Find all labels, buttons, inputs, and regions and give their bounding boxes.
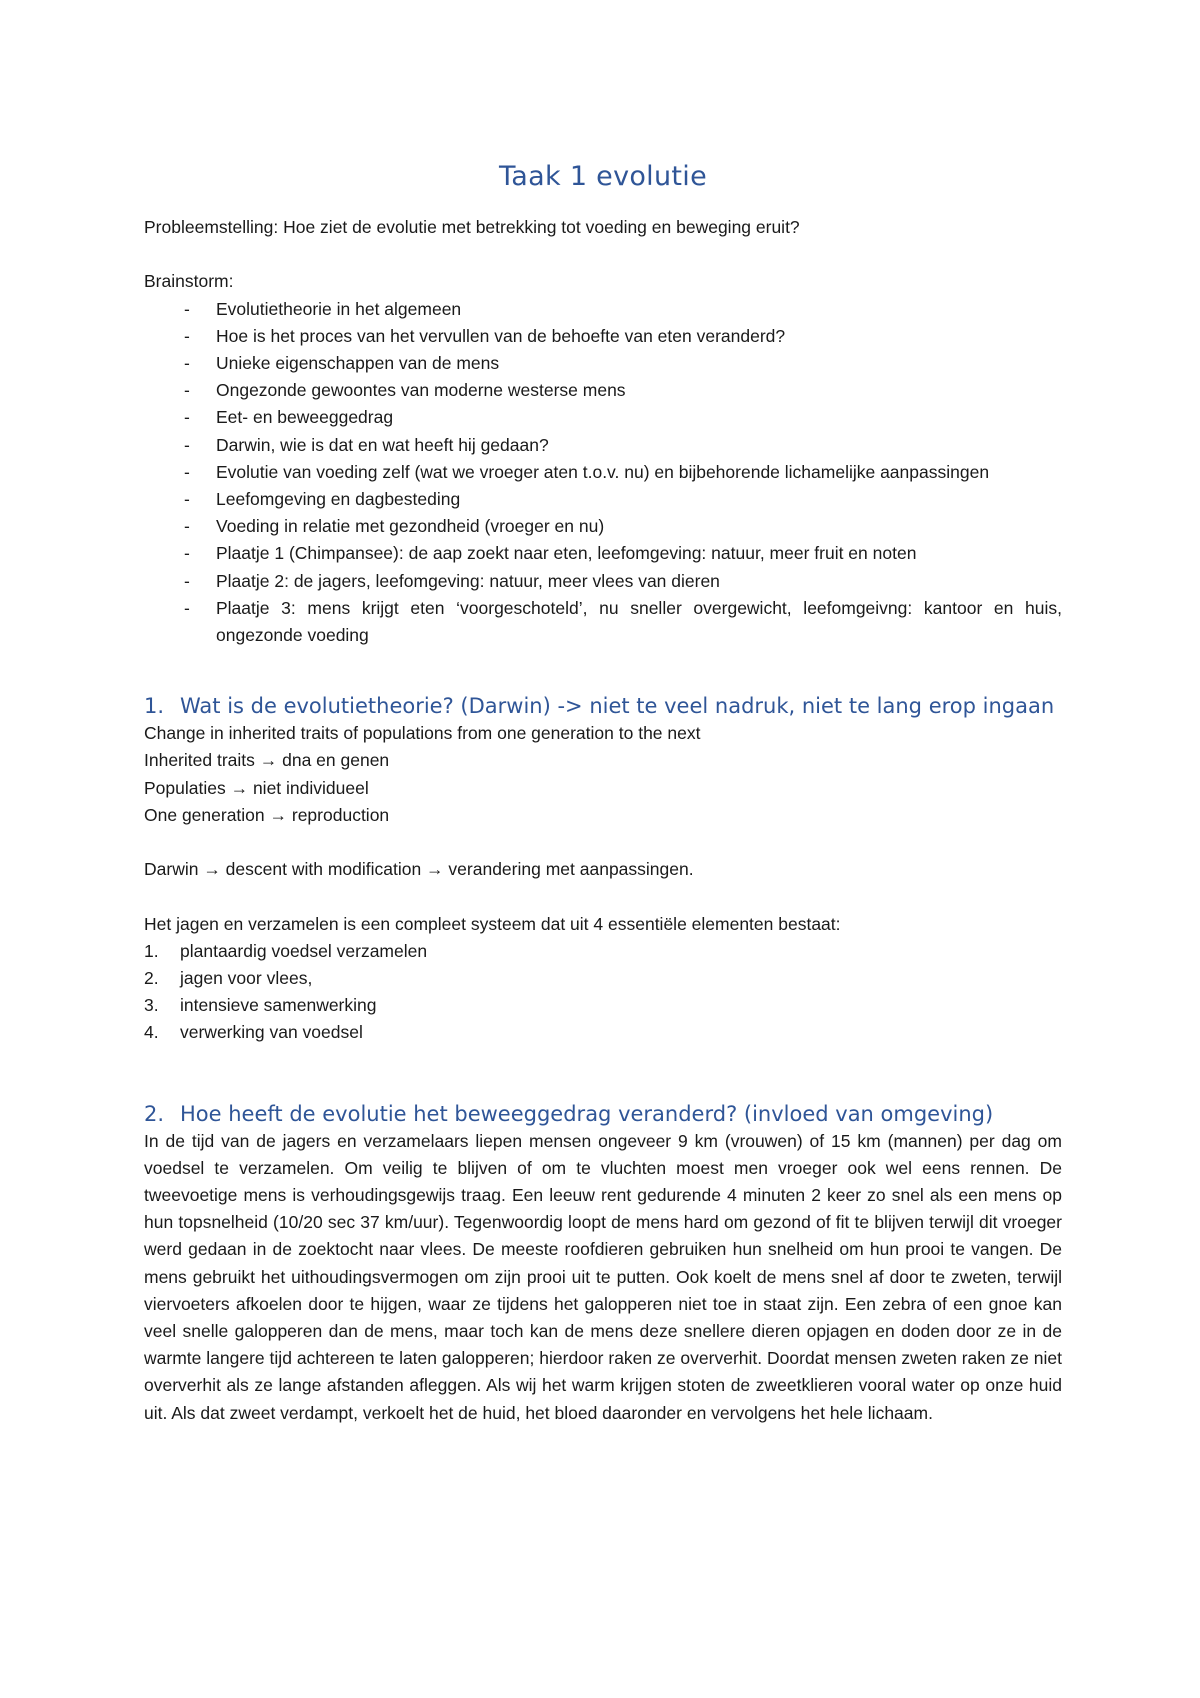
list-item xyxy=(144,377,1062,404)
list-item-text: verwerking van voedsel xyxy=(180,1022,363,1043)
list-number: 4. xyxy=(144,1022,159,1043)
elements-list xyxy=(144,938,1062,1047)
spacer xyxy=(144,241,1062,268)
list-number: 2. xyxy=(144,968,159,989)
dash-bullet: - xyxy=(184,570,190,591)
section-2-heading xyxy=(144,1101,1062,1128)
list-item xyxy=(144,540,1062,567)
list-item xyxy=(144,1019,1062,1046)
list-item-text: Plaatje 3: mens krijgt eten ‘voorgeschoteld’, nu sneller overgewicht, leefomgeivng: kantoor en huis, ongezonde voeding xyxy=(216,597,1062,646)
list-item-text: Evolutie van voeding zelf (wat we vroeger aten t.o.v. nu) en bijbehorende lichamelijke aanpassingen xyxy=(216,461,990,482)
section-1 xyxy=(144,693,1062,1046)
list-item-text: Eet- en beweeggedrag xyxy=(216,407,394,428)
heading-number: 2. xyxy=(144,1101,165,1126)
list-item xyxy=(144,486,1062,513)
definition-line: Change in inherited traits of populations from one generation to the next xyxy=(144,723,701,744)
list-item-text: Voeding in relatie met gezondheid (vroeger en nu) xyxy=(216,516,605,537)
elements-intro: Het jagen en verzamelen is een compleet systeem dat uit 4 essentiële elementen bestaat: xyxy=(144,913,841,934)
list-item-text: plantaardig voedsel verzamelen xyxy=(180,940,428,961)
list-item xyxy=(144,432,1062,459)
list-item xyxy=(144,513,1062,540)
list-item xyxy=(144,965,1062,992)
list-number: 1. xyxy=(144,940,159,961)
document-content xyxy=(144,160,1062,1427)
list-item-text: Hoe is het proces van het vervullen van de behoefte van eten veranderd? xyxy=(216,325,786,346)
dash-bullet: - xyxy=(184,434,190,455)
list-item-text: Evolutietheorie in het algemeen xyxy=(216,298,462,319)
dash-bullet: - xyxy=(184,353,190,373)
dash-bullet: - xyxy=(184,298,190,319)
dash-bullet: - xyxy=(184,489,190,510)
heading-number: 1. xyxy=(144,694,165,719)
brainstorm-list xyxy=(144,296,1062,650)
dash-bullet: - xyxy=(184,407,190,428)
list-item-text: Unieke eigenschappen van de mens xyxy=(216,353,500,373)
heading-text: Hoe heeft de evolutie het beweeggedrag veranderd? (invloed van omgeving) xyxy=(180,1101,994,1126)
list-item-text: Leefomgeving en dagbesteding xyxy=(216,489,461,510)
list-item xyxy=(144,350,1062,377)
dash-bullet: - xyxy=(184,543,190,564)
section-1-heading xyxy=(144,693,1062,720)
document-title: Taak 1 evolutie xyxy=(498,161,707,192)
list-item xyxy=(144,938,1062,965)
darwin-line: Darwin → descent with modification → verandering met aanpassingen. xyxy=(144,859,694,880)
list-item xyxy=(144,992,1062,1019)
definition-line: Populaties → niet individueel xyxy=(144,777,369,798)
dash-bullet: - xyxy=(184,380,190,401)
list-item-text: Plaatje 2: de jagers, leefomgeving: natuur, meer vlees van dieren xyxy=(216,570,720,591)
section-2 xyxy=(144,1101,1062,1427)
spacer xyxy=(144,829,1062,856)
list-item-text: intensieve samenwerking xyxy=(180,995,377,1016)
brainstorm-label: Brainstorm: xyxy=(144,271,234,292)
spacer xyxy=(144,883,1062,910)
dash-bullet: - xyxy=(184,325,190,346)
list-item-text: Ongezonde gewoontes van moderne westerse mens xyxy=(216,380,626,401)
list-number: 3. xyxy=(144,995,159,1016)
list-item xyxy=(144,323,1062,350)
dash-bullet: - xyxy=(184,516,190,537)
list-item-text: jagen voor vlees, xyxy=(180,968,313,989)
list-item xyxy=(144,568,1062,595)
definition-line: Inherited traits → dna en genen xyxy=(144,750,390,771)
list-item xyxy=(144,404,1062,431)
definition-line: One generation → reproduction xyxy=(144,804,390,825)
list-item xyxy=(144,595,1062,649)
list-item-text: Darwin, wie is dat en wat heeft hij gedaan? xyxy=(216,434,549,455)
list-item-text: Plaatje 1 (Chimpansee): de aap zoekt naar eten, leefomgeving: natuur, meer fruit en noten xyxy=(216,543,917,564)
heading-text: Wat is de evolutietheorie? (Darwin) -> niet te veel nadruk, niet te lang erop ingaan xyxy=(180,694,1055,719)
problem-statement: Probleemstelling: Hoe ziet de evolutie met betrekking tot voeding en beweging eruit? xyxy=(144,217,800,237)
dash-bullet: - xyxy=(184,597,190,618)
list-item xyxy=(144,296,1062,323)
list-item xyxy=(144,459,1062,486)
section-2-paragraph: In de tijd van de jagers en verzamelaars liepen mensen ongeveer 9 km (vrouwen) of 15 km (mannen) per dag om voedsel te verzamelen. Om veilig te blijven of om te vluchten moest men vroeger ook wel eens rennen. De tweevoetige mens is verhoudingsgewijs traag. Een leeuw rent gedurende 4 minuten 2 keer zo snel als een mens op hun topsnelheid (10/20 sec 37 km/uur). Tegenwoordig loopt de mens hard om gezond of fit te blijven terwijl dit vroeger werd gedaan in de zoektocht naar vlees. De meeste roofdieren gebruiken hun snelheid om hun prooi te vangen. De mens gebruikt het uithoudingsvermogen om zijn prooi uit te putten. Ook koelt de mens snel af door te zweten, terwijl viervoeters afkoelen door te hijgen, waar ze tijdens het galopperen niet toe in staat zijn. Een zebra of een gnoe kan veel snelle galopperen dan de mens, maar toch kan de mens deze snellere dieren opjagen en doden door ze in de warmte langere tijd achtereen te laten galopperen; hierdoor raken ze oververhit. Doordat mensen zweten raken ze niet oververhit als ze lange afstanden afleggen. Als wij het warm krijgen stoten de zweetklieren vooral water op onze huid uit. Als dat zweet verdampt, verkoelt het de huid, het bloed daaronder en vervolgens het hele lichaam. xyxy=(144,1130,1062,1423)
dash-bullet: - xyxy=(184,461,190,482)
